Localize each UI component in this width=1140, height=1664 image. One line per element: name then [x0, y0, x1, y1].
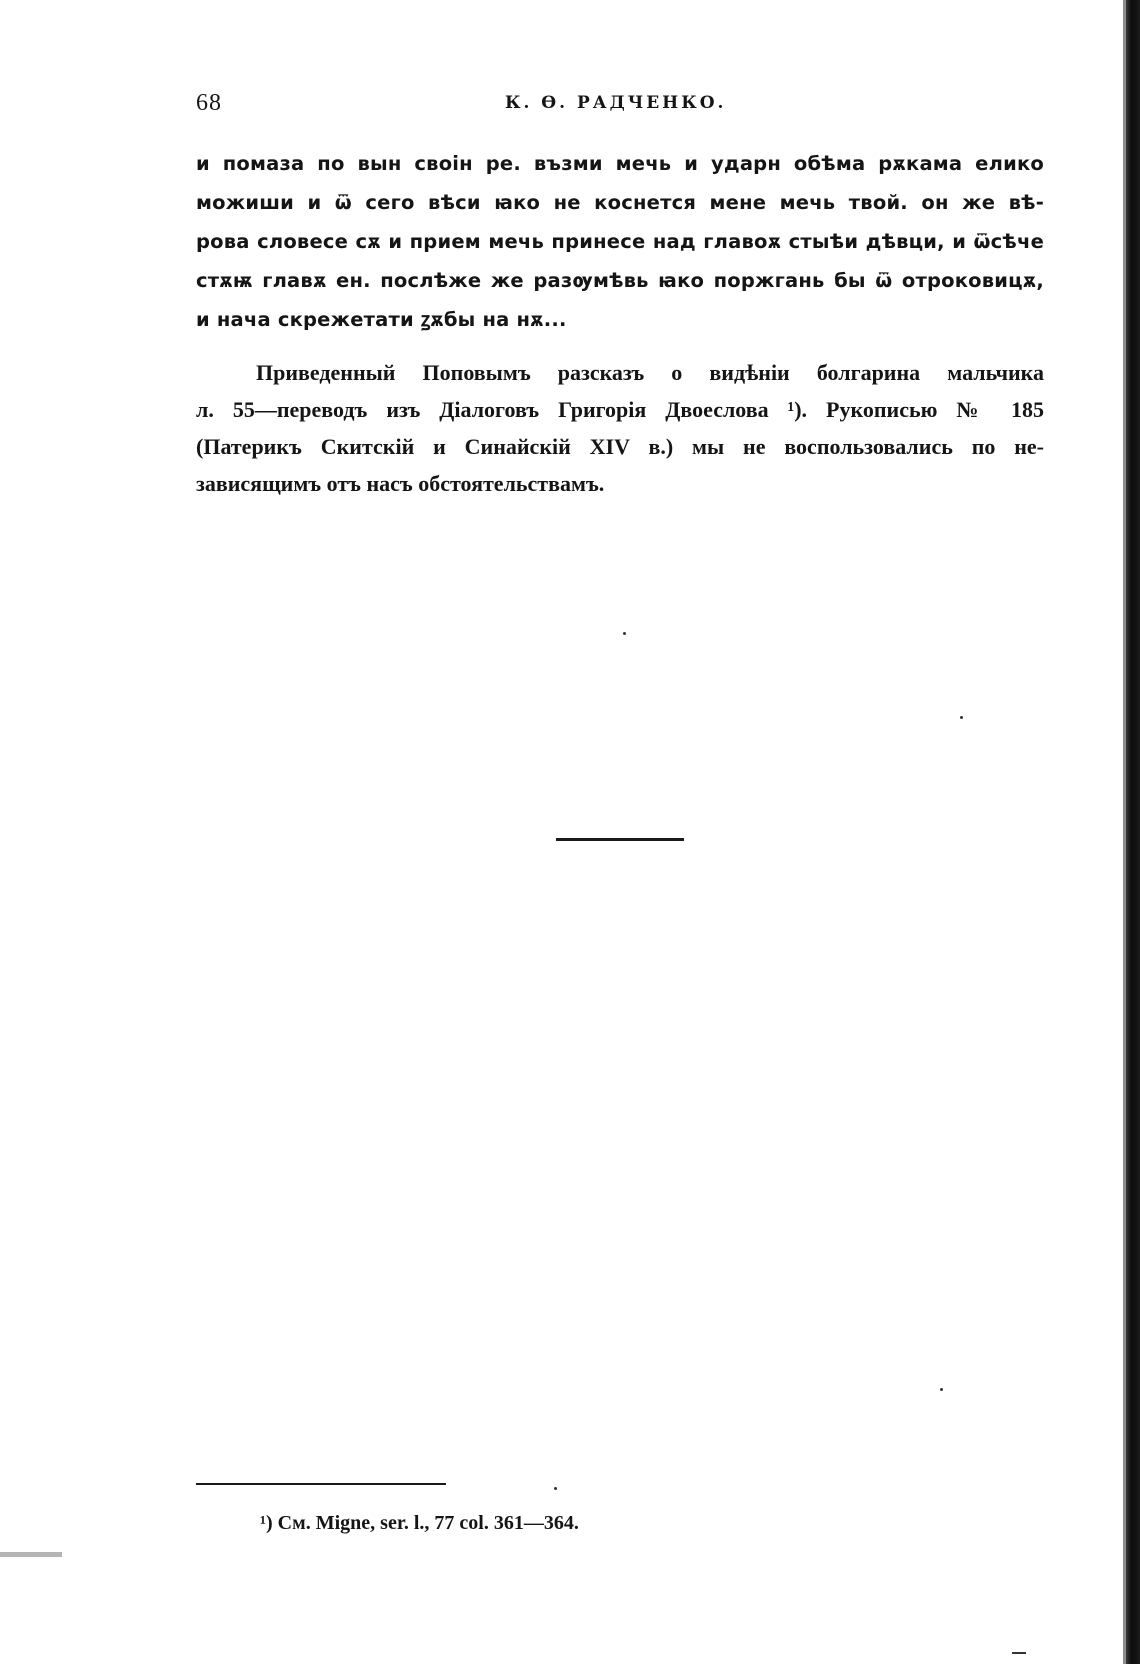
page-number: 68 [196, 90, 222, 116]
paragraph-line: (Патерикъ Скитскій и Синайскій XIV в.) мы не воспользовались по не- [196, 434, 1044, 459]
scan-speck [1012, 1652, 1026, 1654]
quote-line: рова словесе сѫ и прием мечь принесе над главоѫ стыѣи дѣвци, и ѿсѣче [196, 230, 1044, 253]
paragraph-line: Приведенный Поповымъ разсказъ о видѣніи болгарина мальчика [256, 360, 1044, 385]
scan-edge [1126, 0, 1140, 1664]
running-head: К. Ѳ. РАДЧЕНКО. [505, 93, 727, 113]
quote-line: и нача скрежетати ꙁѫбы на нѫ... [196, 308, 567, 331]
paragraph-line: зависящимъ отъ насъ обстоятельствамъ. [196, 471, 605, 496]
footnote: ¹) См. Migne, ser. l., 77 col. 361—364. [260, 1512, 579, 1534]
church-slavonic-quote [196, 144, 1044, 339]
paragraph-line: л. 55—переводъ изъ Діалоговъ Григорія Двоеслова ¹). Рукописью № 185 [196, 397, 1044, 422]
footnote-rule [196, 1483, 446, 1485]
quote-line: и помаза по вын своін ре. възми мечь и ударн обѣма рѫкама елико [196, 152, 1044, 175]
scan-smudge [0, 1552, 62, 1557]
quote-line: можиши и ѿ сего вѣси ꙗко не коснется мене мечь твой. он же вѣ- [196, 191, 1044, 214]
quote-line: стѫѭ главѫ ен. послѣже же разѹмѣвь ꙗко поржгань бы ѿ отроковицѫ, [196, 269, 1044, 292]
body-paragraph [196, 354, 1044, 502]
scan-speck [960, 716, 963, 719]
section-end-rule [556, 838, 684, 841]
scan-speck [940, 1388, 943, 1391]
scan-speck [623, 632, 626, 635]
scan-speck [554, 1487, 557, 1490]
